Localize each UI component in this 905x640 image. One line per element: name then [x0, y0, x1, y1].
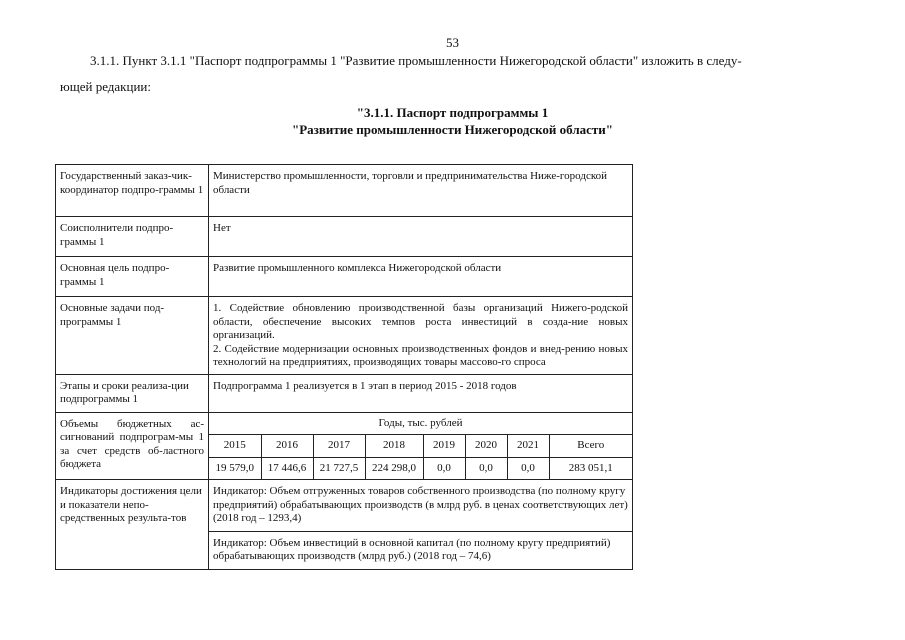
budget-amount: 0,0 — [423, 457, 465, 479]
row-indicators — [56, 480, 633, 570]
budget-amount: 0,0 — [465, 457, 507, 479]
row-coexecutors — [56, 217, 633, 257]
budget-total-header: Всего — [549, 435, 632, 458]
intro-paragraph — [60, 48, 860, 100]
value-coexecutors: Нет — [209, 217, 633, 257]
budget-amount: 21 727,5 — [313, 457, 365, 479]
passport-heading — [0, 104, 905, 138]
task-2: 2. Содействие модернизации основных производственных фондов и внед-рению новых технологий на предприятиях, производящих товары массово-го спроса — [213, 342, 628, 368]
budget-year: 2016 — [261, 435, 313, 458]
label-coordinator: Государственный заказ-чик-координатор подпро-граммы 1 — [56, 165, 209, 217]
row-coordinator — [56, 165, 633, 217]
label-goal: Основная цель подпро-граммы 1 — [56, 257, 209, 297]
budget-amounts-row — [209, 457, 632, 479]
budget-year: 2017 — [313, 435, 365, 458]
intro-line-1: 3.1.1. Пункт 3.1.1 "Паспорт подпрограммы 1 "Развитие промышленности Нижегородской области" изложить в следу- — [90, 53, 742, 68]
row-stages — [56, 374, 633, 412]
indicator-2: Индикатор: Объем инвестиций в основной капитал (по полному кругу предприятий) обрабатывающих производств (млрд руб.) (2018 год – 74,6) — [209, 531, 632, 569]
budget-amount: 19 579,0 — [209, 457, 261, 479]
heading-line-2: "Развитие промышленности Нижегородской области" — [292, 122, 613, 137]
budget-year: 2018 — [365, 435, 423, 458]
budget-year: 2015 — [209, 435, 261, 458]
budget-header: Годы, тыс. рублей — [209, 413, 632, 435]
label-indicators: Индикаторы достижения цели и показатели непо-средственных результа-тов — [56, 480, 209, 570]
passport-table — [55, 164, 633, 570]
heading-line-1: "3.1.1. Паспорт подпрограммы 1 — [356, 105, 549, 120]
row-goal — [56, 257, 633, 297]
page-number: 53 — [446, 35, 459, 50]
budget-amount: 17 446,6 — [261, 457, 313, 479]
budget-total: 283 051,1 — [549, 457, 632, 479]
label-tasks: Основные задачи под-программы 1 — [56, 297, 209, 375]
budget-cell — [209, 412, 633, 480]
budget-amount: 0,0 — [507, 457, 549, 479]
label-coexecutors: Соисполнители подпро-граммы 1 — [56, 217, 209, 257]
budget-year: 2020 — [465, 435, 507, 458]
intro-line-2: ющей редакции: — [60, 79, 151, 94]
budget-table — [209, 413, 632, 480]
budget-years-row — [209, 435, 632, 458]
budget-amount: 224 298,0 — [365, 457, 423, 479]
indicator-1: Индикатор: Объем отгруженных товаров собственного производства (по полному кругу предприятий) обрабатывающих производств (в млрд руб. в ценах соответствующих лет) (2018 год – 1293,4) — [213, 485, 628, 524]
value-coordinator: Министерство промышленности, торговли и предпринимательства Ниже-городской области — [209, 165, 633, 217]
budget-year: 2021 — [507, 435, 549, 458]
task-1: 1. Содействие обновлению производственной базы организаций Нижего-родской области, обеспечение высоких темпов роста инвестиций в созда-ние новых организаций. — [213, 302, 628, 341]
label-budget: Объемы бюджетных ас-сигнований подпрограм-мы 1 за счет средств об-ластного бюджета — [56, 412, 209, 480]
row-budget — [56, 412, 633, 480]
row-tasks — [56, 297, 633, 375]
budget-year: 2019 — [423, 435, 465, 458]
value-tasks — [209, 297, 633, 375]
label-stages: Этапы и сроки реализа-ции подпрограммы 1 — [56, 374, 209, 412]
value-goal: Развитие промышленного комплекса Нижегородской области — [209, 257, 633, 297]
indicators-cell — [209, 480, 633, 570]
value-stages: Подпрограмма 1 реализуется в 1 этап в период 2015 - 2018 годов — [209, 374, 633, 412]
